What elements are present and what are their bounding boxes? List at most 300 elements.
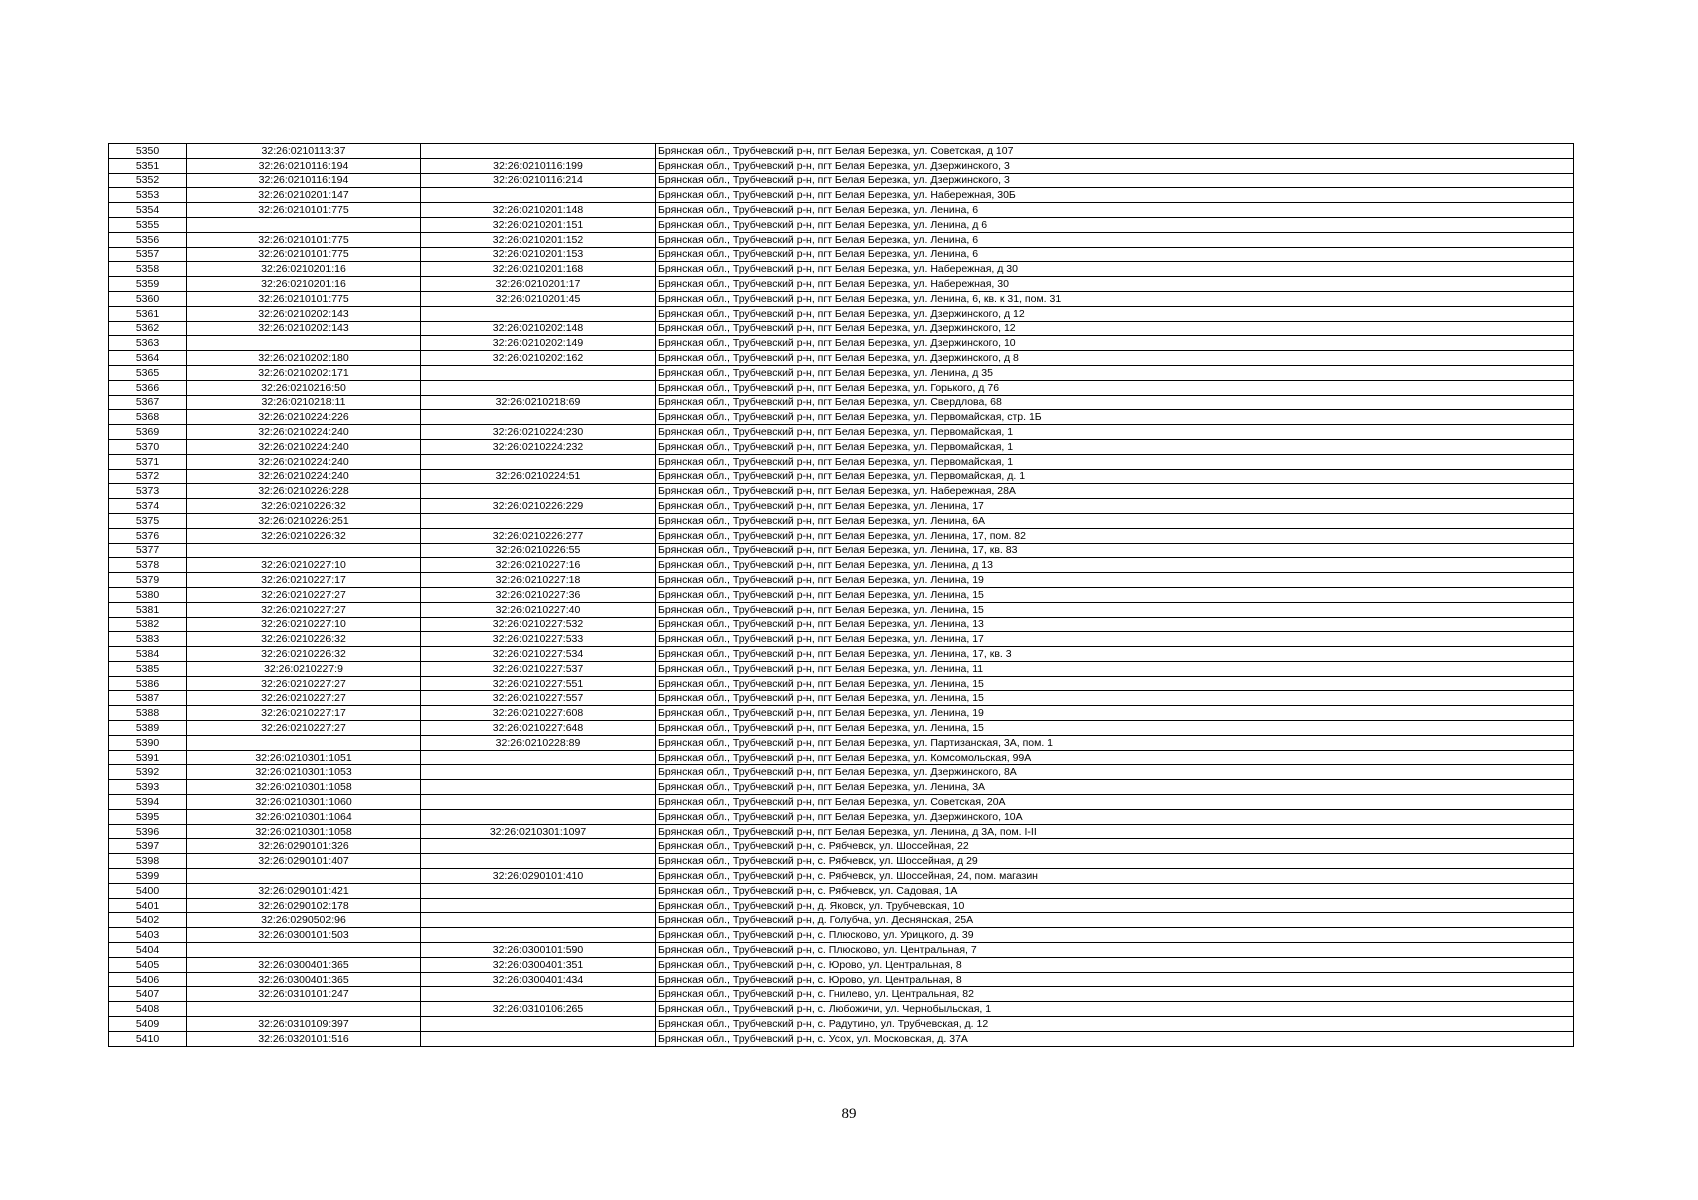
row-number-cell: 5362 — [109, 321, 187, 336]
cadastral-number-cell: 32:26:0310109:397 — [187, 1017, 421, 1032]
cadastral-number-cell: 32:26:0210218:11 — [187, 395, 421, 410]
address-cell: Брянская обл., Трубчевский р-н, пгт Белая Березка, ул. Ленина, 15 — [656, 602, 1574, 617]
object-cadastral-number-cell: 32:26:0210227:40 — [421, 602, 656, 617]
row-number-cell: 5400 — [109, 883, 187, 898]
object-cadastral-number-cell — [421, 809, 656, 824]
object-cadastral-number-cell: 32:26:0210201:153 — [421, 247, 656, 262]
row-number-cell: 5387 — [109, 691, 187, 706]
object-cadastral-number-cell — [421, 883, 656, 898]
address-cell: Брянская обл., Трубчевский р-н, пгт Белая Березка, ул. Ленина, 13 — [656, 617, 1574, 632]
address-cell: Брянская обл., Трубчевский р-н, пгт Белая Березка, ул. Набережная, 30 — [656, 277, 1574, 292]
address-cell: Брянская обл., Трубчевский р-н, пгт Белая Березка, ул. Ленина, 15 — [656, 587, 1574, 602]
row-number-cell: 5410 — [109, 1031, 187, 1046]
cadastral-number-cell: 32:26:0210301:1060 — [187, 795, 421, 810]
object-cadastral-number-cell: 32:26:0210227:648 — [421, 721, 656, 736]
address-cell: Брянская обл., Трубчевский р-н, с. Усох, ул. Московская, д. 37А — [656, 1031, 1574, 1046]
table-row — [109, 247, 1574, 262]
object-cadastral-number-cell — [421, 928, 656, 943]
cadastral-number-cell: 32:26:0300401:365 — [187, 957, 421, 972]
row-number-cell: 5374 — [109, 499, 187, 514]
object-cadastral-number-cell: 32:26:0210201:168 — [421, 262, 656, 277]
address-cell: Брянская обл., Трубчевский р-н, пгт Белая Березка, ул. Набережная, 30Б — [656, 188, 1574, 203]
address-cell: Брянская обл., Трубчевский р-н, пгт Белая Березка, ул. Ленина, 3А — [656, 780, 1574, 795]
row-number-cell: 5353 — [109, 188, 187, 203]
row-number-cell: 5357 — [109, 247, 187, 262]
object-cadastral-number-cell — [421, 1017, 656, 1032]
row-number-cell: 5382 — [109, 617, 187, 632]
address-cell: Брянская обл., Трубчевский р-н, пгт Белая Березка, ул. Ленина, 17, пом. 82 — [656, 528, 1574, 543]
row-number-cell: 5404 — [109, 943, 187, 958]
table-row — [109, 188, 1574, 203]
cadastral-number-cell: 32:26:0210227:27 — [187, 587, 421, 602]
cadastral-number-cell: 32:26:0210224:240 — [187, 454, 421, 469]
address-cell: Брянская обл., Трубчевский р-н, пгт Белая Березка, ул. Ленина, 6 — [656, 203, 1574, 218]
address-cell: Брянская обл., Трубчевский р-н, пгт Белая Березка, ул. Набережная, д 30 — [656, 262, 1574, 277]
cadastral-number-cell: 32:26:0210226:228 — [187, 484, 421, 499]
row-number-cell: 5401 — [109, 898, 187, 913]
table-row — [109, 262, 1574, 277]
row-number-cell: 5383 — [109, 632, 187, 647]
table-row — [109, 898, 1574, 913]
object-cadastral-number-cell: 32:26:0290101:410 — [421, 869, 656, 884]
row-number-cell: 5405 — [109, 957, 187, 972]
object-cadastral-number-cell: 32:26:0210227:551 — [421, 676, 656, 691]
object-cadastral-number-cell: 32:26:0210227:608 — [421, 706, 656, 721]
object-cadastral-number-cell: 32:26:0210227:533 — [421, 632, 656, 647]
row-number-cell: 5350 — [109, 144, 187, 159]
address-cell: Брянская обл., Трубчевский р-н, с. Плюсково, ул. Центральная, 7 — [656, 943, 1574, 958]
cadastral-number-cell: 32:26:0210113:37 — [187, 144, 421, 159]
table-row — [109, 291, 1574, 306]
address-cell: Брянская обл., Трубчевский р-н, с. Рябчевск, ул. Шоссейная, 24, пом. магазин — [656, 869, 1574, 884]
cadastral-number-cell: 32:26:0210301:1058 — [187, 824, 421, 839]
row-number-cell: 5368 — [109, 410, 187, 425]
cadastral-number-cell: 32:26:0210226:32 — [187, 647, 421, 662]
object-cadastral-number-cell: 32:26:0210227:18 — [421, 573, 656, 588]
row-number-cell: 5375 — [109, 513, 187, 528]
object-cadastral-number-cell — [421, 854, 656, 869]
object-cadastral-number-cell — [421, 765, 656, 780]
cadastral-number-cell: 32:26:0210101:775 — [187, 291, 421, 306]
table-row — [109, 1002, 1574, 1017]
table-row — [109, 232, 1574, 247]
address-cell: Брянская обл., Трубчевский р-н, пгт Белая Березка, ул. Ленина, д 35 — [656, 365, 1574, 380]
address-cell: Брянская обл., Трубчевский р-н, с. Радутино, ул. Трубчевская, д. 12 — [656, 1017, 1574, 1032]
row-number-cell: 5379 — [109, 573, 187, 588]
object-cadastral-number-cell — [421, 795, 656, 810]
address-cell: Брянская обл., Трубчевский р-н, пгт Белая Березка, ул. Ленина, 15 — [656, 676, 1574, 691]
table-row — [109, 439, 1574, 454]
address-cell: Брянская обл., Трубчевский р-н, пгт Белая Березка, ул. Дзержинского, 3 — [656, 158, 1574, 173]
object-cadastral-number-cell: 32:26:0210202:148 — [421, 321, 656, 336]
table-row — [109, 647, 1574, 662]
row-number-cell: 5392 — [109, 765, 187, 780]
table-row — [109, 987, 1574, 1002]
object-cadastral-number-cell — [421, 454, 656, 469]
table-row — [109, 780, 1574, 795]
row-number-cell: 5399 — [109, 869, 187, 884]
object-cadastral-number-cell: 32:26:0210228:89 — [421, 735, 656, 750]
row-number-cell: 5359 — [109, 277, 187, 292]
table-row — [109, 943, 1574, 958]
object-cadastral-number-cell — [421, 750, 656, 765]
table-row — [109, 454, 1574, 469]
table-row — [109, 513, 1574, 528]
table-row — [109, 1031, 1574, 1046]
row-number-cell: 5408 — [109, 1002, 187, 1017]
cadastral-number-cell: 32:26:0210101:775 — [187, 232, 421, 247]
row-number-cell: 5361 — [109, 306, 187, 321]
table-row — [109, 277, 1574, 292]
address-cell: Брянская обл., Трубчевский р-н, пгт Белая Березка, ул. Первомайская, д. 1 — [656, 469, 1574, 484]
cadastral-number-cell: 32:26:0210201:16 — [187, 277, 421, 292]
object-cadastral-number-cell: 32:26:0210224:51 — [421, 469, 656, 484]
cadastral-number-cell — [187, 217, 421, 232]
object-cadastral-number-cell — [421, 144, 656, 159]
cadastral-number-cell: 32:26:0210226:32 — [187, 499, 421, 514]
table-row — [109, 144, 1574, 159]
row-number-cell: 5366 — [109, 380, 187, 395]
address-cell: Брянская обл., Трубчевский р-н, пгт Белая Березка, ул. Комсомольская, 99А — [656, 750, 1574, 765]
object-cadastral-number-cell — [421, 898, 656, 913]
cadastral-number-cell: 32:26:0210227:10 — [187, 617, 421, 632]
object-cadastral-number-cell: 32:26:0210227:36 — [421, 587, 656, 602]
table-row — [109, 691, 1574, 706]
address-cell: Брянская обл., Трубчевский р-н, пгт Белая Березка, ул. Ленина, д 13 — [656, 558, 1574, 573]
row-number-cell: 5370 — [109, 439, 187, 454]
address-cell: Брянская обл., Трубчевский р-н, пгт Белая Березка, ул. Дзержинского, 10 — [656, 336, 1574, 351]
table-row — [109, 972, 1574, 987]
row-number-cell: 5372 — [109, 469, 187, 484]
table-row — [109, 824, 1574, 839]
row-number-cell: 5354 — [109, 203, 187, 218]
object-cadastral-number-cell: 32:26:0210202:149 — [421, 336, 656, 351]
row-number-cell: 5371 — [109, 454, 187, 469]
object-cadastral-number-cell — [421, 365, 656, 380]
cadastral-number-cell: 32:26:0300401:365 — [187, 972, 421, 987]
table-row — [109, 306, 1574, 321]
table-row — [109, 336, 1574, 351]
address-cell: Брянская обл., Трубчевский р-н, пгт Белая Березка, ул. Ленина, 15 — [656, 721, 1574, 736]
row-number-cell: 5384 — [109, 647, 187, 662]
row-number-cell: 5380 — [109, 587, 187, 602]
cadastral-number-cell: 32:26:0210202:143 — [187, 306, 421, 321]
row-number-cell: 5394 — [109, 795, 187, 810]
cadastral-number-cell: 32:26:0210216:50 — [187, 380, 421, 395]
address-cell: Брянская обл., Трубчевский р-н, пгт Белая Березка, ул. Ленина, д 3А, пом. I-II — [656, 824, 1574, 839]
row-number-cell: 5363 — [109, 336, 187, 351]
cadastral-number-cell: 32:26:0210116:194 — [187, 158, 421, 173]
table-row — [109, 558, 1574, 573]
table-row — [109, 484, 1574, 499]
object-cadastral-number-cell — [421, 188, 656, 203]
object-cadastral-number-cell — [421, 380, 656, 395]
cadastral-number-cell: 32:26:0210202:171 — [187, 365, 421, 380]
cadastral-number-cell: 32:26:0210227:9 — [187, 661, 421, 676]
object-cadastral-number-cell — [421, 306, 656, 321]
table-row — [109, 203, 1574, 218]
address-cell: Брянская обл., Трубчевский р-н, пгт Белая Березка, ул. Дзержинского, 3 — [656, 173, 1574, 188]
cadastral-number-cell: 32:26:0210224:240 — [187, 425, 421, 440]
row-number-cell: 5365 — [109, 365, 187, 380]
address-cell: Брянская обл., Трубчевский р-н, пгт Белая Березка, ул. Ленина, д 6 — [656, 217, 1574, 232]
object-cadastral-number-cell: 32:26:0210226:229 — [421, 499, 656, 514]
table-row — [109, 676, 1574, 691]
object-cadastral-number-cell: 32:26:0210201:148 — [421, 203, 656, 218]
table-row — [109, 632, 1574, 647]
cadastral-number-cell: 32:26:0210301:1058 — [187, 780, 421, 795]
address-cell: Брянская обл., Трубчевский р-н, пгт Белая Березка, ул. Партизанская, 3А, пом. 1 — [656, 735, 1574, 750]
cadastral-number-cell: 32:26:0210201:16 — [187, 262, 421, 277]
cadastral-number-cell: 32:26:0210101:775 — [187, 247, 421, 262]
object-cadastral-number-cell — [421, 484, 656, 499]
cadastral-number-cell: 32:26:0210224:240 — [187, 439, 421, 454]
cadastral-number-cell — [187, 735, 421, 750]
cadastral-number-cell: 32:26:0210226:251 — [187, 513, 421, 528]
address-cell: Брянская обл., Трубчевский р-н, пгт Белая Березка, ул. Ленина, 6 — [656, 232, 1574, 247]
address-cell: Брянская обл., Трубчевский р-н, пгт Белая Березка, ул. Ленина, 19 — [656, 573, 1574, 588]
row-number-cell: 5396 — [109, 824, 187, 839]
cadastral-number-cell: 32:26:0210101:775 — [187, 203, 421, 218]
row-number-cell: 5373 — [109, 484, 187, 499]
address-cell: Брянская обл., Трубчевский р-н, пгт Белая Березка, ул. Первомайская, 1 — [656, 425, 1574, 440]
address-cell: Брянская обл., Трубчевский р-н, пгт Белая Березка, ул. Советская, 20А — [656, 795, 1574, 810]
address-cell: Брянская обл., Трубчевский р-н, с. Плюсково, ул. Урицкого, д. 39 — [656, 928, 1574, 943]
address-cell: Брянская обл., Трубчевский р-н, пгт Белая Березка, ул. Дзержинского, 12 — [656, 321, 1574, 336]
address-cell: Брянская обл., Трубчевский р-н, пгт Белая Березка, ул. Ленина, 6 — [656, 247, 1574, 262]
row-number-cell: 5395 — [109, 809, 187, 824]
address-cell: Брянская обл., Трубчевский р-н, пгт Белая Березка, ул. Ленина, 11 — [656, 661, 1574, 676]
cadastral-number-cell: 32:26:0210227:17 — [187, 706, 421, 721]
row-number-cell: 5356 — [109, 232, 187, 247]
table-row — [109, 380, 1574, 395]
address-cell: Брянская обл., Трубчевский р-н, с. Гнилево, ул. Центральная, 82 — [656, 987, 1574, 1002]
object-cadastral-number-cell: 32:26:0210227:532 — [421, 617, 656, 632]
cadastral-number-cell: 32:26:0210116:194 — [187, 173, 421, 188]
address-cell: Брянская обл., Трубчевский р-н, пгт Белая Березка, ул. Дзержинского, д 8 — [656, 351, 1574, 366]
table-row — [109, 173, 1574, 188]
address-cell: Брянская обл., Трубчевский р-н, пгт Белая Березка, ул. Ленина, 17 — [656, 632, 1574, 647]
table-row — [109, 425, 1574, 440]
table-row — [109, 321, 1574, 336]
cadastral-number-cell: 32:26:0210226:32 — [187, 632, 421, 647]
address-cell: Брянская обл., Трубчевский р-н, д. Голубча, ул. Деснянская, 25А — [656, 913, 1574, 928]
address-cell: Брянская обл., Трубчевский р-н, с. Рябчевск, ул. Садовая, 1А — [656, 883, 1574, 898]
object-cadastral-number-cell: 32:26:0210227:534 — [421, 647, 656, 662]
table-row — [109, 617, 1574, 632]
cadastral-number-cell: 32:26:0300101:503 — [187, 928, 421, 943]
address-cell: Брянская обл., Трубчевский р-н, пгт Белая Березка, ул. Дзержинского, 8А — [656, 765, 1574, 780]
row-number-cell: 5390 — [109, 735, 187, 750]
cadastral-number-cell: 32:26:0210227:17 — [187, 573, 421, 588]
cadastral-number-cell: 32:26:0320101:516 — [187, 1031, 421, 1046]
object-cadastral-number-cell: 32:26:0300401:351 — [421, 957, 656, 972]
row-number-cell: 5369 — [109, 425, 187, 440]
table-row — [109, 721, 1574, 736]
object-cadastral-number-cell: 32:26:0210201:151 — [421, 217, 656, 232]
row-number-cell: 5376 — [109, 528, 187, 543]
object-cadastral-number-cell: 32:26:0210218:69 — [421, 395, 656, 410]
row-number-cell: 5378 — [109, 558, 187, 573]
address-cell: Брянская обл., Трубчевский р-н, с. Юрово, ул. Центральная, 8 — [656, 957, 1574, 972]
table-row — [109, 854, 1574, 869]
object-cadastral-number-cell: 32:26:0210226:277 — [421, 528, 656, 543]
address-cell: Брянская обл., Трубчевский р-н, д. Яковск, ул. Трубчевская, 10 — [656, 898, 1574, 913]
object-cadastral-number-cell: 32:26:0210116:214 — [421, 173, 656, 188]
row-number-cell: 5389 — [109, 721, 187, 736]
row-number-cell: 5351 — [109, 158, 187, 173]
address-cell: Брянская обл., Трубчевский р-н, пгт Белая Березка, ул. Первомайская, стр. 1Б — [656, 410, 1574, 425]
row-number-cell: 5402 — [109, 913, 187, 928]
row-number-cell: 5367 — [109, 395, 187, 410]
cadastral-number-cell: 32:26:0210227:27 — [187, 721, 421, 736]
table-row — [109, 410, 1574, 425]
cadastral-number-cell: 32:26:0310101:247 — [187, 987, 421, 1002]
row-number-cell: 5360 — [109, 291, 187, 306]
row-number-cell: 5377 — [109, 543, 187, 558]
object-cadastral-number-cell: 32:26:0210301:1097 — [421, 824, 656, 839]
address-cell: Брянская обл., Трубчевский р-н, пгт Белая Березка, ул. Ленина, 6, кв. к 31, пом. 31 — [656, 291, 1574, 306]
object-cadastral-number-cell: 32:26:0210201:45 — [421, 291, 656, 306]
object-cadastral-number-cell — [421, 410, 656, 425]
address-cell: Брянская обл., Трубчевский р-н, пгт Белая Березка, ул. Свердлова, 68 — [656, 395, 1574, 410]
table-row — [109, 158, 1574, 173]
address-cell: Брянская обл., Трубчевский р-н, пгт Белая Березка, ул. Дзержинского, д 12 — [656, 306, 1574, 321]
table-row — [109, 528, 1574, 543]
cadastral-number-cell — [187, 336, 421, 351]
table-row — [109, 661, 1574, 676]
cadastral-number-cell: 32:26:0210227:10 — [187, 558, 421, 573]
address-cell: Брянская обл., Трубчевский р-н, пгт Белая Березка, ул. Дзержинского, 10А — [656, 809, 1574, 824]
object-cadastral-number-cell — [421, 513, 656, 528]
object-cadastral-number-cell: 32:26:0210227:16 — [421, 558, 656, 573]
table-row — [109, 795, 1574, 810]
cadastral-number-cell: 32:26:0290102:178 — [187, 898, 421, 913]
cadastral-number-cell: 32:26:0290502:96 — [187, 913, 421, 928]
object-cadastral-number-cell — [421, 987, 656, 1002]
address-cell: Брянская обл., Трубчевский р-н, с. Рябчевск, ул. Шоссейная, д 29 — [656, 854, 1574, 869]
table-row — [109, 351, 1574, 366]
cadastral-number-cell: 32:26:0290101:407 — [187, 854, 421, 869]
table-row — [109, 587, 1574, 602]
object-cadastral-number-cell: 32:26:0210201:17 — [421, 277, 656, 292]
row-number-cell: 5381 — [109, 602, 187, 617]
object-cadastral-number-cell: 32:26:0210224:230 — [421, 425, 656, 440]
cadastral-number-cell: 32:26:0210202:143 — [187, 321, 421, 336]
cadastral-number-cell: 32:26:0210301:1051 — [187, 750, 421, 765]
cadastral-number-cell: 32:26:0210301:1064 — [187, 809, 421, 824]
object-cadastral-number-cell: 32:26:0210202:162 — [421, 351, 656, 366]
table-row — [109, 543, 1574, 558]
address-cell: Брянская обл., Трубчевский р-н, пгт Белая Березка, ул. Ленина, 19 — [656, 706, 1574, 721]
row-number-cell: 5355 — [109, 217, 187, 232]
registry-table — [108, 143, 1574, 1047]
address-cell: Брянская обл., Трубчевский р-н, пгт Белая Березка, ул. Ленина, 6А — [656, 513, 1574, 528]
address-cell: Брянская обл., Трубчевский р-н, пгт Белая Березка, ул. Первомайская, 1 — [656, 454, 1574, 469]
cadastral-number-cell: 32:26:0290101:326 — [187, 839, 421, 854]
table-row — [109, 706, 1574, 721]
table-row — [109, 365, 1574, 380]
table-row — [109, 928, 1574, 943]
row-number-cell: 5358 — [109, 262, 187, 277]
table-row — [109, 217, 1574, 232]
object-cadastral-number-cell — [421, 1031, 656, 1046]
address-cell: Брянская обл., Трубчевский р-н, пгт Белая Березка, ул. Ленина, 17, кв. 3 — [656, 647, 1574, 662]
table-row — [109, 765, 1574, 780]
cadastral-number-cell: 32:26:0290101:421 — [187, 883, 421, 898]
page-number: 89 — [841, 1106, 857, 1122]
address-cell: Брянская обл., Трубчевский р-н, с. Рябчевск, ул. Шоссейная, 22 — [656, 839, 1574, 854]
cadastral-number-cell — [187, 543, 421, 558]
cadastral-number-cell — [187, 869, 421, 884]
address-cell: Брянская обл., Трубчевский р-н, пгт Белая Березка, ул. Ленина, 15 — [656, 691, 1574, 706]
object-cadastral-number-cell: 32:26:0300101:590 — [421, 943, 656, 958]
address-cell: Брянская обл., Трубчевский р-н, пгт Белая Березка, ул. Ленина, 17 — [656, 499, 1574, 514]
table-row — [109, 750, 1574, 765]
table-row — [109, 809, 1574, 824]
table-row — [109, 957, 1574, 972]
address-cell: Брянская обл., Трубчевский р-н, пгт Белая Березка, ул. Советская, д 107 — [656, 144, 1574, 159]
table-row — [109, 869, 1574, 884]
row-number-cell: 5352 — [109, 173, 187, 188]
object-cadastral-number-cell — [421, 839, 656, 854]
address-cell: Брянская обл., Трубчевский р-н, пгт Белая Березка, ул. Набережная, 28А — [656, 484, 1574, 499]
address-cell: Брянская обл., Трубчевский р-н, пгт Белая Березка, ул. Ленина, 17, кв. 83 — [656, 543, 1574, 558]
table-row — [109, 839, 1574, 854]
table-row — [109, 499, 1574, 514]
row-number-cell: 5391 — [109, 750, 187, 765]
table-row — [109, 1017, 1574, 1032]
table-row — [109, 573, 1574, 588]
row-number-cell: 5385 — [109, 661, 187, 676]
object-cadastral-number-cell: 32:26:0300401:434 — [421, 972, 656, 987]
object-cadastral-number-cell: 32:26:0210227:537 — [421, 661, 656, 676]
address-cell: Брянская обл., Трубчевский р-н, пгт Белая Березка, ул. Первомайская, 1 — [656, 439, 1574, 454]
cadastral-number-cell: 32:26:0210201:147 — [187, 188, 421, 203]
object-cadastral-number-cell: 32:26:0210201:152 — [421, 232, 656, 247]
cadastral-number-cell: 32:26:0210227:27 — [187, 602, 421, 617]
row-number-cell: 5407 — [109, 987, 187, 1002]
row-number-cell: 5397 — [109, 839, 187, 854]
address-cell: Брянская обл., Трубчевский р-н, пгт Белая Березка, ул. Горького, д 76 — [656, 380, 1574, 395]
object-cadastral-number-cell — [421, 780, 656, 795]
address-cell: Брянская обл., Трубчевский р-н, с. Любожичи, ул. Чернобыльская, 1 — [656, 1002, 1574, 1017]
object-cadastral-number-cell: 32:26:0310106:265 — [421, 1002, 656, 1017]
table-row — [109, 395, 1574, 410]
cadastral-number-cell: 32:26:0210301:1053 — [187, 765, 421, 780]
row-number-cell: 5364 — [109, 351, 187, 366]
table-row — [109, 469, 1574, 484]
table-row — [109, 913, 1574, 928]
cadastral-number-cell: 32:26:0210224:240 — [187, 469, 421, 484]
row-number-cell: 5406 — [109, 972, 187, 987]
object-cadastral-number-cell: 32:26:0210116:199 — [421, 158, 656, 173]
table-row — [109, 602, 1574, 617]
cadastral-number-cell: 32:26:0210226:32 — [187, 528, 421, 543]
object-cadastral-number-cell: 32:26:0210227:557 — [421, 691, 656, 706]
object-cadastral-number-cell: 32:26:0210226:55 — [421, 543, 656, 558]
cadastral-number-cell: 32:26:0210202:180 — [187, 351, 421, 366]
cadastral-number-cell: 32:26:0210224:226 — [187, 410, 421, 425]
row-number-cell: 5388 — [109, 706, 187, 721]
object-cadastral-number-cell — [421, 913, 656, 928]
registry-table-body — [109, 144, 1574, 1047]
table-row — [109, 883, 1574, 898]
row-number-cell: 5409 — [109, 1017, 187, 1032]
row-number-cell: 5403 — [109, 928, 187, 943]
row-number-cell: 5398 — [109, 854, 187, 869]
cadastral-number-cell — [187, 1002, 421, 1017]
